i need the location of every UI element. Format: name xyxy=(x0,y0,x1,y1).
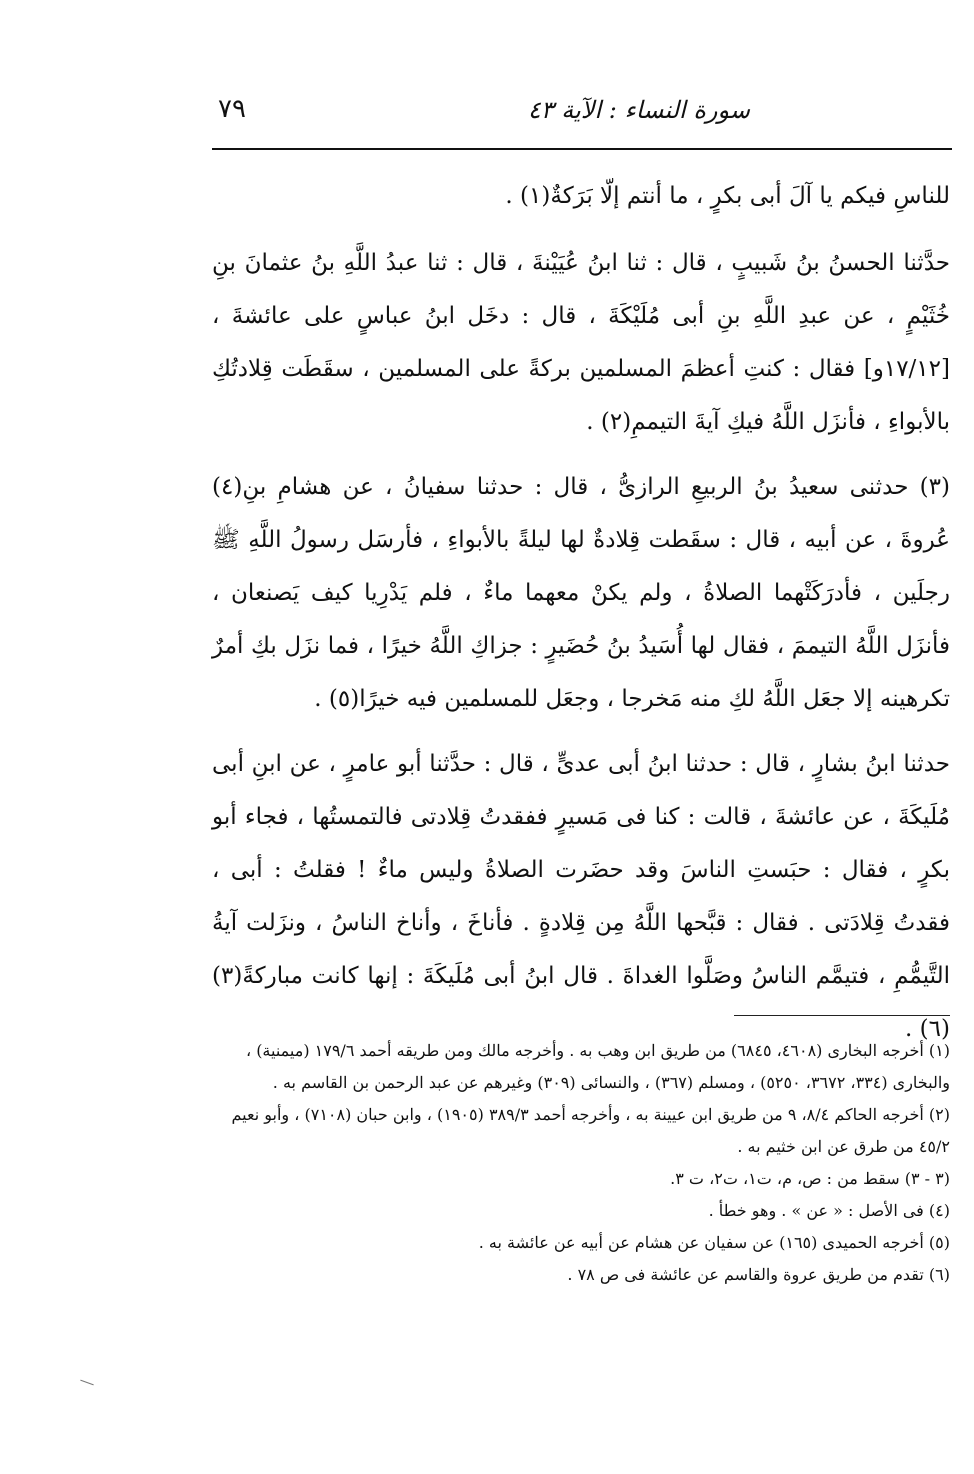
paragraph-3: (٣) حدثنى سعيدُ بنُ الربيعِ الرازىُّ ، قال : حدثنا سفيانُ ، عن هشامِ بنِ(٤) عُروةَ ، عن أبيه ، قال : سقَطت قِلادةٌ لها ليلةً بالأبواءِ ، فأرسَل رسولُ اللَّهِ ﷺ رجلَين ، فأدرَكَتْهما الصلاةُ ، ولم يكنْ معهما ماءٌ ، فلم يَدْرِيا كيف يَصنعان ، فأنزَل اللَّهُ التيممَ ، فقال لها أُسَيدُ بنُ حُضَيرٍ : جزاكِ اللَّهُ خيرًا ، فما نزَل بكِ أمرٌ تكرهينه إلا جعَل اللَّهُ لكِ منه مَخرجا ، وجعَل للمسلمين فيه خيرًا(٥) . xyxy=(212,474,950,712)
footnote-2: (٢) أخرجه الحاكم ٨/٤، ٩ من طريق ابن عيينة به ، وأخرجه أحمد ٣٨٩/٣ (١٩٠٥) ، وابن حبان (٧١٠٨) ، وأبو نعيم ٤٥/٢ من طرق عن ابن خثيم به . xyxy=(231,1105,950,1156)
page-number: ٧٩ xyxy=(218,94,246,124)
footnote-divider xyxy=(734,1015,950,1016)
footnotes xyxy=(200,1035,950,1291)
footnote-5: (٥) أخرجه الحميدى (١٦٥) عن سفيان عن هشام عن أبيه عن عائشة به . xyxy=(478,1233,950,1252)
header-title: سورة النساء : الآية ٤٣ xyxy=(527,96,750,124)
paragraph-4: حدثنا ابنُ بشارٍ ، قال : حدثنا ابنُ أبى عدىٍّ ، قال : حدَّثنا أبو عامرٍ ، عن ابنِ أبى مُلَيكَةَ ، عن عائشةَ ، قالت : كنا فى مَسيرٍ ففقدتُ قِلادتى فالتمستُها ، فجاء أبو بكرٍ ، فقال : حبَستِ الناسَ وقد حضَرت الصلاةُ وليس ماءٌ ! فقلتُ : أبى ، فقدتُ قِلادَتى . فقال : قبَّحها اللَّهُ مِن قِلادةٍ . فأناخَ ، وأناخ الناسُ ، ونزَلت آيةُ التَّيمُّمِ ، فتيمَّم الناسُ وصَلَّوا الغداةَ . قال ابنُ أبى مُلَيكَةَ : إنها كانت مباركةً(٣)(٦) . xyxy=(212,751,950,1042)
footnote-6: (٦) تقدم من طريق عروة والقاسم عن عائشة فى ص ٧٨ . xyxy=(567,1265,950,1284)
paragraph-2: حدَّثنا الحسنُ بنُ شَبيبٍ ، قال : ثنا ابنُ عُيَيْنةَ ، قال : ثنا عبدُ اللَّهِ بنُ عثمانَ بنِ خُثَيْمٍ ، عن عبدِ اللَّهِ بنِ أبى مُلَيْكَةَ ، قال : دخَل ابنُ عباسٍ على عائشةَ ، [١٧/١٢و] فقال : كنتِ أعظمَ المسلمين بركةً على المسلمين ، سقَطَت قِلادتُكِ بالأبواءِ ، فأنزَل اللَّهُ فيكِ آيةَ التيممِ(٢) . xyxy=(212,250,950,435)
main-text xyxy=(212,170,950,1068)
header-rule xyxy=(212,148,952,150)
footnote-4: (٤) فى الأصل : « عن » . وهو خطأ . xyxy=(708,1201,950,1220)
footnote-3: (٣ - ٣) سقط من : ص، م، ت١، ت٢، ت ٣. xyxy=(670,1169,950,1188)
scan-mark xyxy=(80,1380,93,1386)
footnote-1: (١) أخرجه البخارى (٤٦٠٨، ٦٨٤٥) من طريق ابن وهب به . وأخرجه مالك ومن طريقه أحمد ١٧٩/٦ (ميمنية) ، والبخارى (٣٣٤، ٣٦٧٢، ٥٢٥٠) ، ومسلم (٣٦٧) ، والنسائى (٣٠٩) وغيرهم عن عبد الرحمن بن القاسم به . xyxy=(245,1041,950,1092)
paragraph-1: للناسِ فيكم يا آلَ أبى بكرٍ ، ما أنتم إلّا بَرَكةٌ(١) . xyxy=(505,183,950,209)
running-header xyxy=(212,92,950,136)
